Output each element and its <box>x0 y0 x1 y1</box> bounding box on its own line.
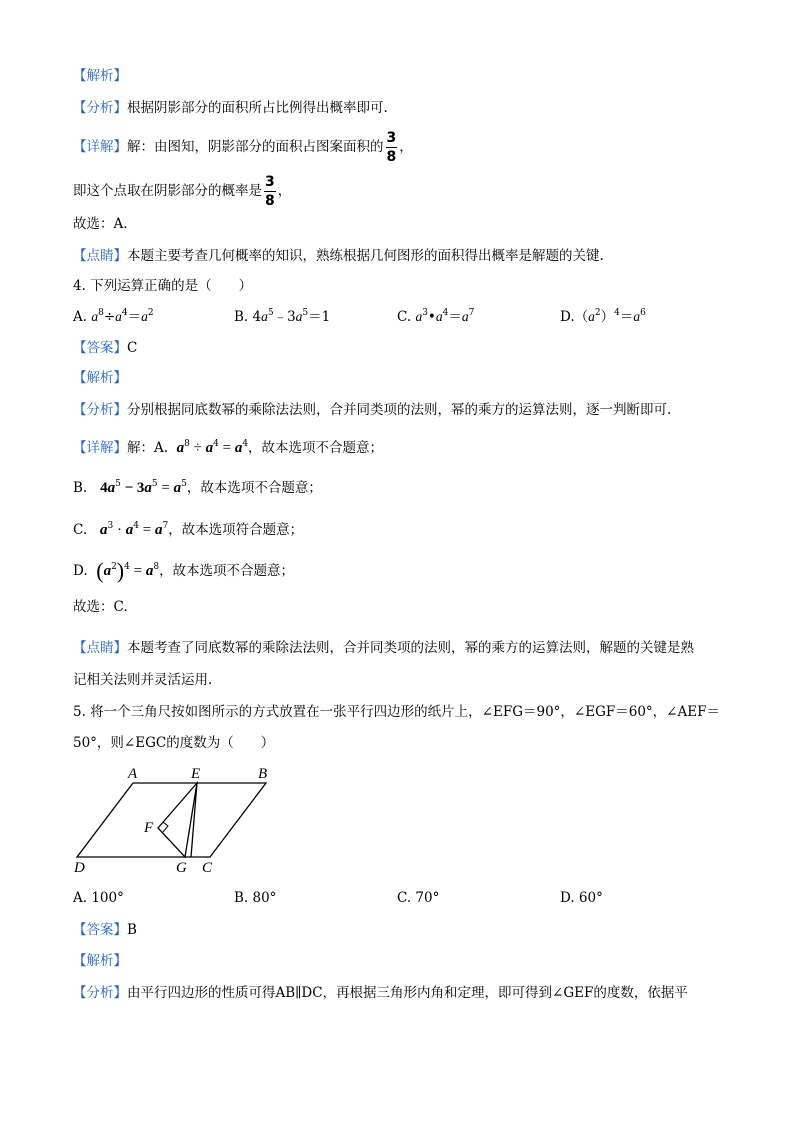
q5-option-a: A. 100° <box>73 890 124 906</box>
q4-option-b: B. $4a^5﹣3a^5=1$ <box>234 308 331 325</box>
label-C: C <box>202 860 213 875</box>
guxuan-line-1: 故选：A. <box>73 216 128 232</box>
q4-option-d: $D.(a^2)^4=a^6$ <box>560 308 646 325</box>
q4-option-c: C. $a^3•a^4=a^7$ <box>397 308 475 325</box>
q5-fenxi: 【分析】由平行四边形的性质可得AB∥DC，再根据三角形内角和定理，即可得到∠GEF的度数，依据平 <box>73 985 688 1001</box>
q4-dianjing-2: 记相关法则并灵活运用. <box>73 672 213 688</box>
jiexi-header-3: 【解析】 <box>73 953 127 969</box>
q5-stem-1: 5. 将一个三角尺按如图所示的方式放置在一张平行四边形的纸片上，∠EFG＝90°，∠EGF＝60°，∠AEF＝ <box>73 704 720 720</box>
q4-fenxi: 【分析】分别根据同底数幂的乘除法法则，合并同类项的法则，幂的乘方的运算法则，逐一判断即可. <box>73 402 672 418</box>
label-A: A <box>128 766 138 782</box>
q4-xiangjie-b: B. $4a^5 - 3a^5 = a^5$，故本选项不合题意； <box>73 479 322 496</box>
dianjing-line-1: 【点睛】本题主要考查几何概率的知识，熟练根据几何图形的面积得出概率是解题的关键. <box>73 248 604 264</box>
xiangjie-line-1: 【详解】解：由图知，阴影部分的面积占图案面积的 $\frac{3}{8}$ ， <box>73 130 413 165</box>
jiexi-header-2: 【解析】 <box>73 370 127 386</box>
right-angle-mark <box>163 822 168 832</box>
probability-line: 即这个点取在阴影部分的概率是 $\frac{3}{8}$ ， <box>73 174 292 209</box>
label-E: E <box>191 766 201 782</box>
label-F: F <box>144 820 154 836</box>
q4-stem: 4. 下列运算正确的是（ ） <box>73 278 253 294</box>
q5-stem-2: 50°，则∠EGC的度数为（ ） <box>73 735 275 751</box>
q5-answer: 【答案】B <box>73 922 137 938</box>
parallelogram <box>77 783 266 857</box>
jiexi-header-1: 【解析】 <box>73 68 127 84</box>
label-G: G <box>176 860 187 875</box>
q4-dianjing-1: 【点睛】本题考查了同底数幂的乘除法法则，合并同类项的法则，幂的乘方的运算法则，解题的关键是熟 <box>73 640 694 656</box>
q4-guxuan: 故选：C. <box>73 599 128 615</box>
fraction-3-8: $\frac{3}{8}$ <box>386 130 397 165</box>
q4-answer: 【答案】C <box>73 340 138 356</box>
q4-xiangjie-d: D. $(a^2)^4 = a^8$，故本选项不合题意； <box>73 558 295 583</box>
q5-figure <box>70 760 290 875</box>
q4-option-a: A. $a^8\div a^4=a^2$ <box>73 308 154 325</box>
q4-xiangjie-c: C. $a^3 \cdot a^4 = a^7$，故本选项符合题意； <box>73 521 304 538</box>
fenxi-line-1: 【分析】根据阴影部分的面积所占比例得出概率即可. <box>73 100 388 116</box>
q5-option-d: D. 60° <box>560 890 603 906</box>
q5-option-b: B. 80° <box>234 890 277 906</box>
triangle-ruler <box>158 783 197 857</box>
q4-xiangjie-a: 【详解】解：A. $a^8 \div a^4 = a^4$，故本选项不合题意； <box>73 439 384 456</box>
ruler-edge <box>191 783 197 857</box>
fraction-3-8-b: $\frac{3}{8}$ <box>265 174 275 209</box>
label-B: B <box>258 766 268 782</box>
q5-option-c: C. 70° <box>397 890 440 906</box>
label-D: D <box>74 860 85 875</box>
